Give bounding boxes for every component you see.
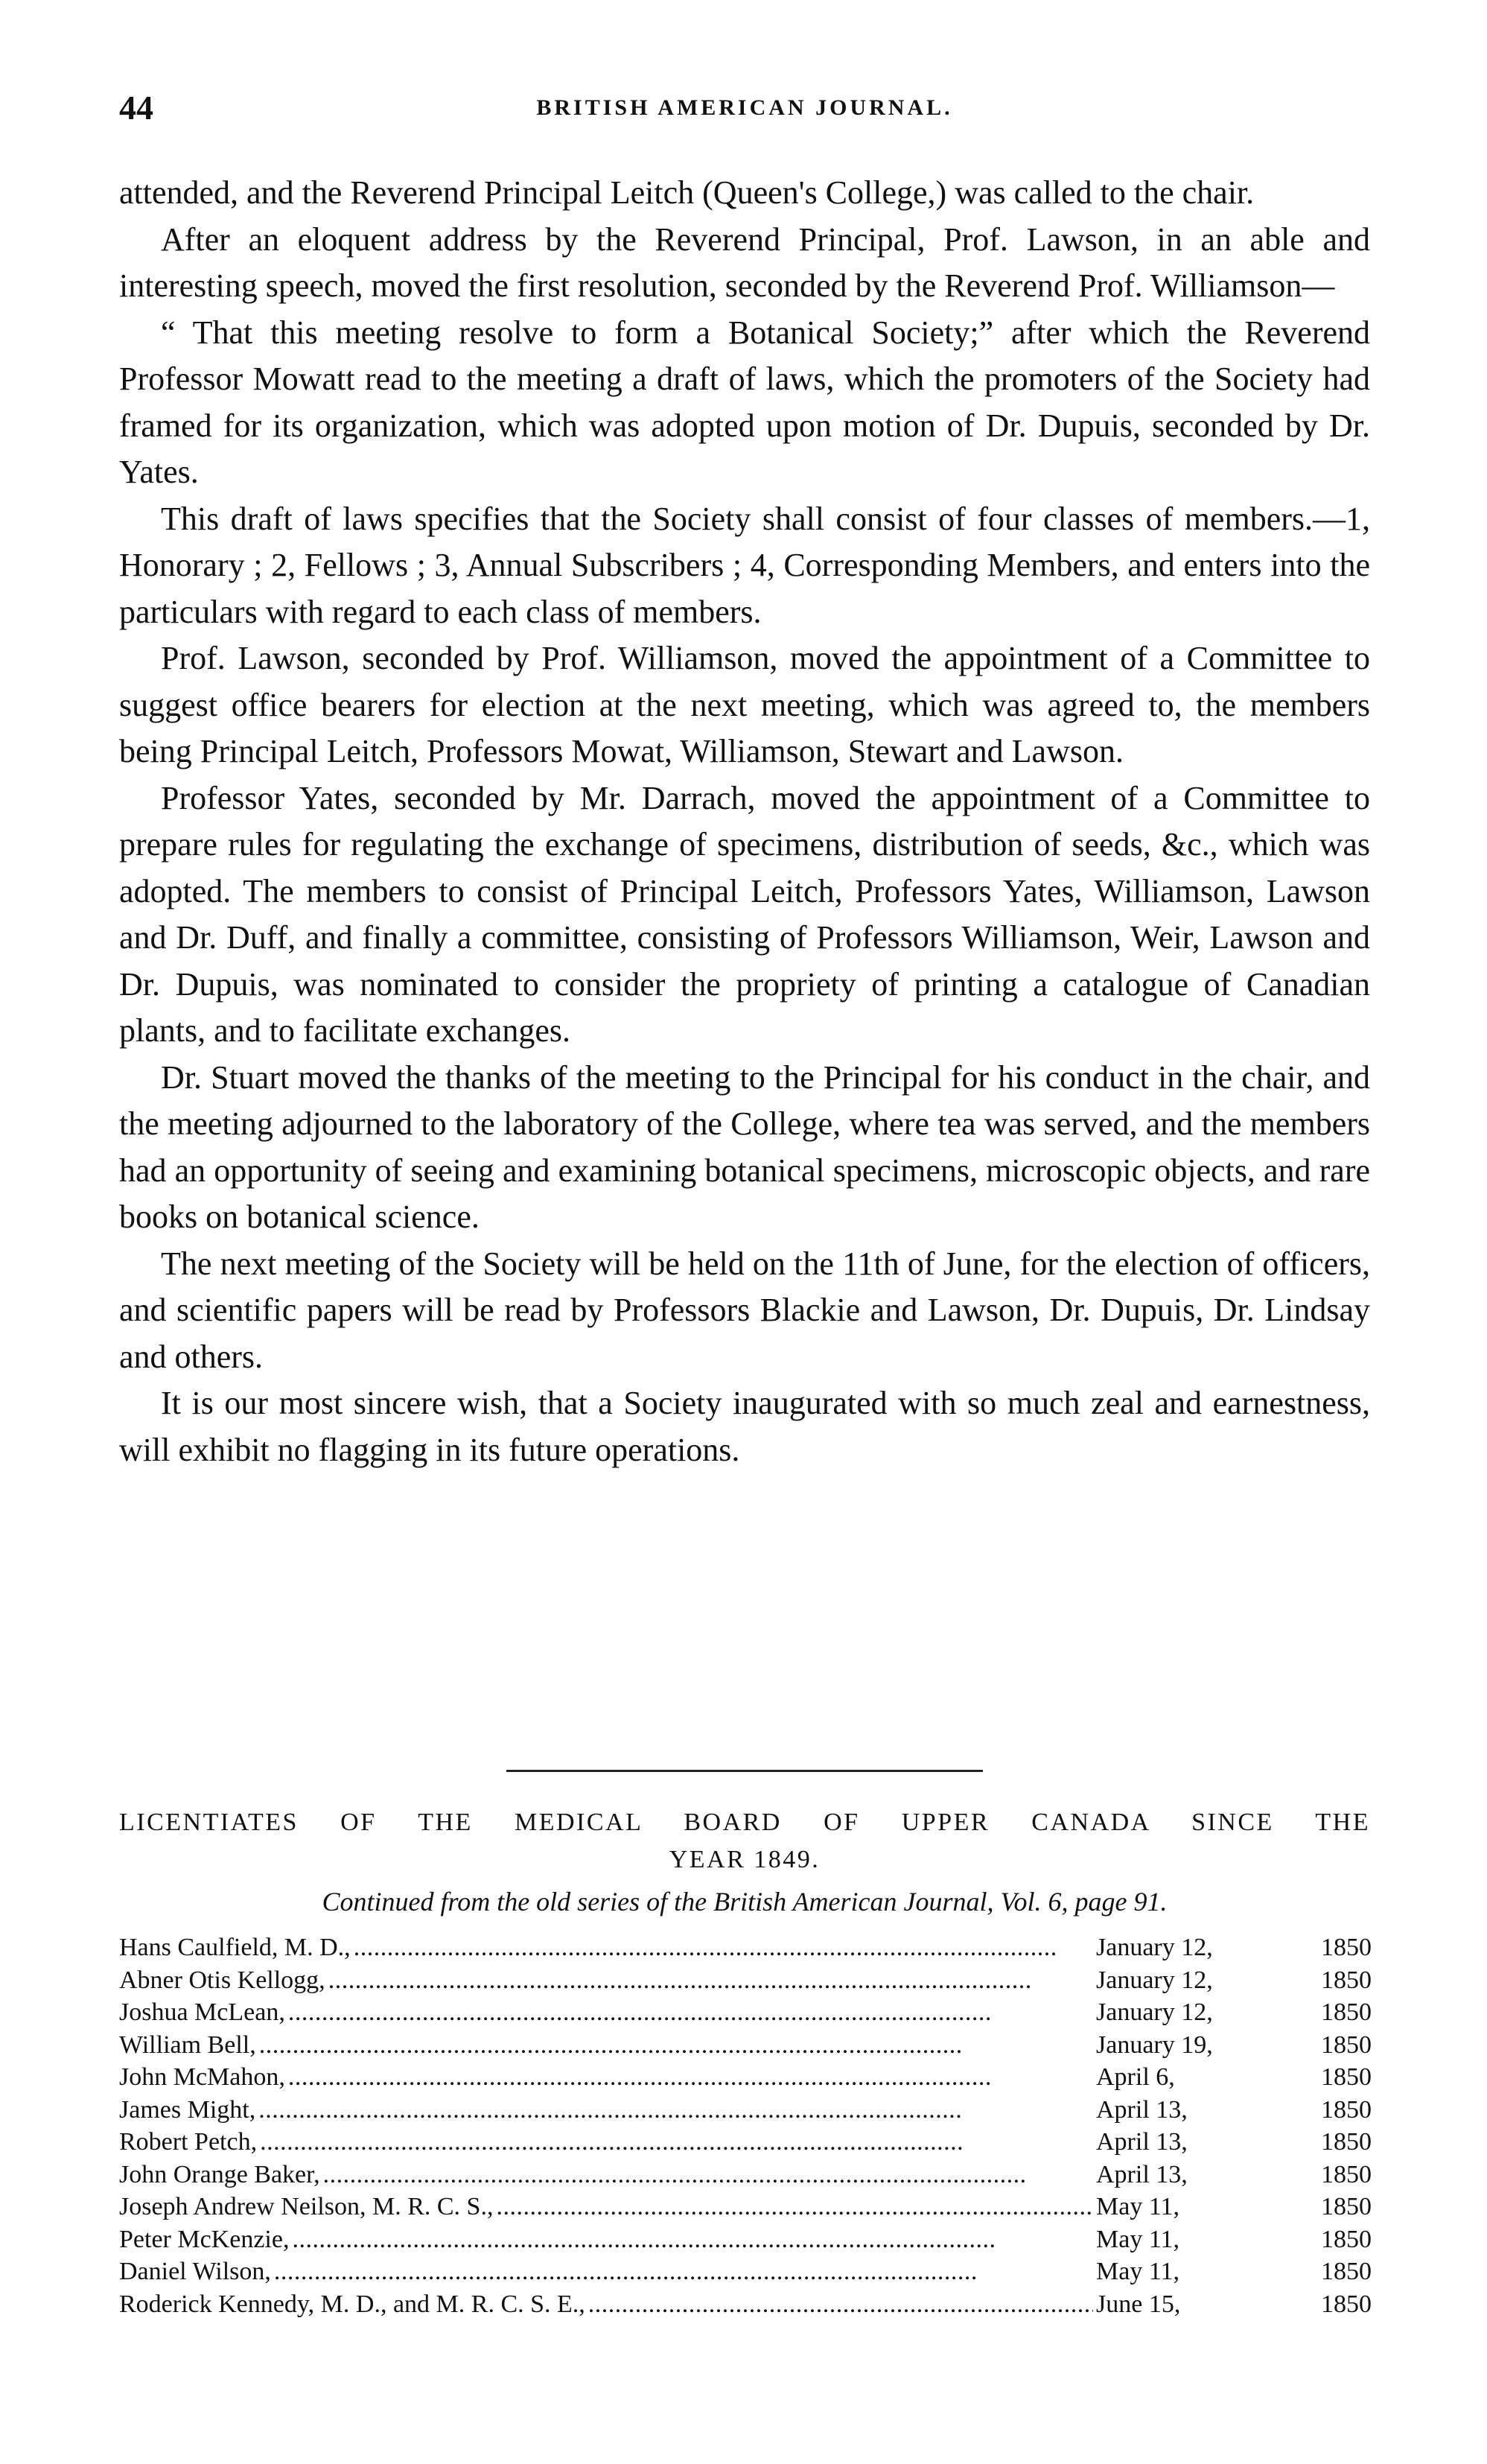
licentiate-year: 1850: [1321, 1934, 1372, 1961]
dot-leader: [259, 2029, 1093, 2062]
licentiate-name: Abner Otis Kellogg,: [119, 1966, 325, 1994]
list-item: [119, 1996, 1372, 2029]
section-divider: [506, 1770, 983, 1772]
licentiate-date: January 12,: [1096, 1934, 1213, 1961]
paragraph: It is our most sincere wish, that a Society inaugurated with so much zeal and earnestness, will exhibit no flagging in its future operations.: [119, 1385, 1370, 1468]
continued-note: Continued from the old series of the British American Journal, Vol. 6, page 91.: [322, 1887, 1168, 1917]
licentiate-name: Roderick Kennedy, M. D., and M. R. C. S. E.,: [119, 2290, 585, 2318]
licentiate-year: 1850: [1321, 2128, 1372, 2156]
licentiate-name: Joseph Andrew Neilson, M. R. C. S.,: [119, 2193, 494, 2220]
licentiate-year: 1850: [1321, 2193, 1372, 2220]
licentiate-name: Hans Caulfield, M. D.,: [119, 1934, 351, 1961]
list-item: [119, 2029, 1372, 2062]
licentiate-date: April 6,: [1096, 2063, 1175, 2091]
section-heading-line: LICENTIATES OF THE MEDICAL BOARD OF UPPER CANADA SINCE THE: [119, 1809, 1370, 1836]
licentiate-year: 1850: [1321, 2030, 1372, 2059]
paragraph: After an eloquent address by the Reverend Principal, Prof. Lawson, in an able and interesting speech, moved the first resolution, seconded by the Reverend Prof. Williamson—: [119, 220, 1370, 304]
journal-title: BRITISH AMERICAN JOURNAL.: [536, 95, 953, 120]
licentiate-year: 1850: [1321, 2290, 1372, 2318]
licentiate-date: January 12,: [1096, 1966, 1213, 1994]
dot-leader: [288, 2061, 1093, 2094]
dot-leader: [288, 1996, 1093, 2029]
list-item: [119, 2094, 1372, 2127]
dot-leader: [354, 1931, 1093, 1964]
licentiate-date: January 19,: [1096, 2030, 1213, 2059]
dot-leader: [328, 1964, 1093, 1997]
paragraph: Prof. Lawson, seconded by Prof. Williamson, moved the appointment of a Committee to suggest office bearers for election at the next meeting, which was agreed to, the members being Principal Leitch, Professors Mowat, Williamson, Stewart and Lawson.: [119, 640, 1370, 769]
dot-leader: [260, 2126, 1093, 2159]
dot-leader: [588, 2288, 1093, 2321]
running-head: [119, 88, 1370, 133]
licentiate-year: 1850: [1321, 1998, 1372, 2026]
licentiate-name: Joshua McLean,: [119, 1998, 285, 2026]
licentiate-name: Daniel Wilson,: [119, 2258, 271, 2285]
licentiate-date: May 11,: [1096, 2193, 1180, 2220]
licentiate-date: May 11,: [1096, 2225, 1180, 2253]
list-item: [119, 2061, 1372, 2094]
section-heading: [119, 1804, 1370, 1879]
list-item: [119, 1931, 1372, 1964]
licentiate-name: Robert Petch,: [119, 2128, 258, 2156]
dot-leader: [258, 2094, 1093, 2127]
licentiate-year: 1850: [1321, 2063, 1372, 2091]
licentiate-year: 1850: [1321, 2225, 1372, 2253]
section-heading-line: YEAR 1849.: [669, 1846, 821, 1873]
licentiate-name: Peter McKenzie,: [119, 2225, 290, 2253]
list-item: [119, 2223, 1372, 2256]
licentiate-year: 1850: [1321, 2095, 1372, 2124]
licentiate-date: January 12,: [1096, 1998, 1213, 2026]
dot-leader: [323, 2159, 1093, 2191]
dot-leader: [292, 2223, 1093, 2256]
paragraph: Dr. Stuart moved the thanks of the meeting to the Principal for his conduct in the chair, and the meeting adjourned to the laboratory of the College, where tea was served, and the members had an opportunity of seeing and examining botanical specimens, microscopic objects, and rare books on botanical science.: [119, 1058, 1370, 1235]
list-item: [119, 2126, 1372, 2159]
licentiate-date: April 13,: [1096, 2128, 1188, 2156]
paragraph: attended, and the Reverend Principal Leitch (Queen's College,) was called to the chair.: [119, 174, 1255, 211]
list-item: [119, 2288, 1372, 2321]
paragraph: The next meeting of the Society will be held on the 11th of June, for the election of officers, and scientific papers will be read by Professors Blackie and Lawson, Dr. Dupuis, Dr. Lindsay and others.: [119, 1245, 1370, 1375]
licentiate-list: [119, 1931, 1372, 2320]
dot-leader: [274, 2255, 1093, 2288]
licentiate-date: April 13,: [1096, 2095, 1188, 2124]
licentiate-date: April 13,: [1096, 2160, 1188, 2188]
page-number: 44: [119, 89, 153, 127]
list-item: [119, 1964, 1372, 1997]
licentiate-year: 1850: [1321, 2258, 1372, 2285]
paragraph: This draft of laws specifies that the Society shall consist of four classes of members.—1, Honorary ; 2, Fellows ; 3, Annual Subscribers ; 4, Corresponding Members, and enters into the particulars with regard to each class of members.: [119, 500, 1370, 630]
licentiate-date: May 11,: [1096, 2258, 1180, 2285]
paragraph: Professor Yates, seconded by Mr. Darrach, moved the appointment of a Committee to prepare rules for regulating the exchange of specimens, distribution of seeds, &c., which was adopted. The members to consist of Principal Leitch, Professors Yates, Williamson, Lawson and Dr. Duff, and finally a committee, consisting of Professors Williamson, Weir, Lawson and Dr. Dupuis, was nominated to consider the propriety of printing a catalogue of Canadian plants, and to facilitate exchanges.: [119, 779, 1370, 1049]
licentiate-name: James Might,: [119, 2095, 256, 2124]
dot-leader: [496, 2191, 1093, 2223]
list-item: [119, 2159, 1372, 2191]
licentiate-year: 1850: [1321, 2160, 1372, 2188]
licentiate-name: William Bell,: [119, 2030, 256, 2059]
article-body: [119, 170, 1370, 1473]
list-item: [119, 2255, 1372, 2288]
licentiate-name: John Orange Baker,: [119, 2160, 320, 2188]
licentiate-date: June 15,: [1096, 2290, 1181, 2318]
licentiate-year: 1850: [1321, 1966, 1372, 1994]
paragraph: “ That this meeting resolve to form a Botanical Society;” after which the Reverend Professor Mowatt read to the meeting a draft of laws, which the promoters of the Society had framed for its organization, which was adopted upon motion of Dr. Dupuis, seconded by Dr. Yates.: [119, 314, 1370, 490]
list-item: [119, 2191, 1372, 2223]
licentiate-name: John McMahon,: [119, 2063, 285, 2091]
